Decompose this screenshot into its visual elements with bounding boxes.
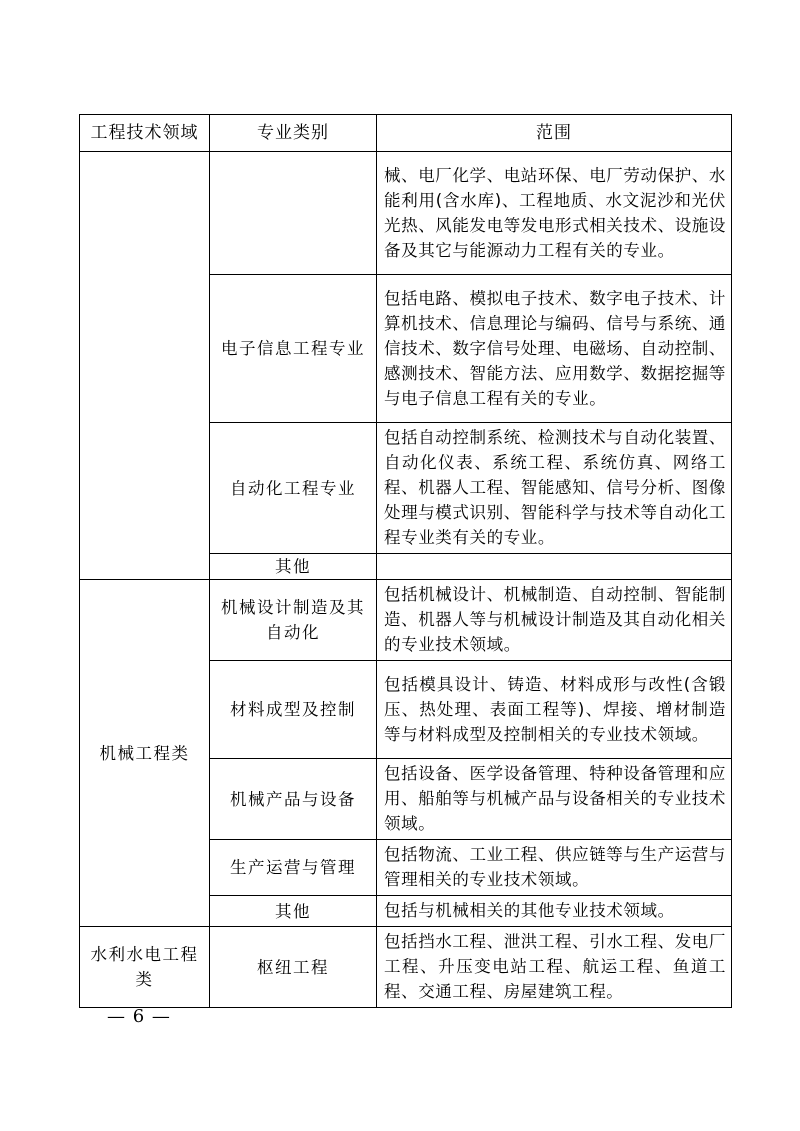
scope-cell: 包括与机械相关的其他专业技术领域。 [377, 896, 732, 927]
category-cell-continued [210, 152, 377, 275]
scope-cell [377, 554, 732, 580]
category-cell: 电子信息工程专业 [210, 275, 377, 423]
scope-cell: 包括设备、医学设备管理、特种设备管理和应用、船舶等与机械产品与设备相关的专业技术领域。 [377, 759, 732, 840]
table-header-row [80, 115, 732, 152]
scope-cell: 械、电厂化学、电站环保、电厂劳动保护、水能利用(含水库)、工程地质、水文泥沙和光伏光热、风能发电等发电形式相关技术、设施设备及其它与能源动力工程有关的专业。 [377, 152, 732, 275]
category-cell: 生产运营与管理 [210, 840, 377, 896]
category-cell: 枢纽工程 [210, 927, 377, 1008]
scope-cell: 包括自动控制系统、检测技术与自动化装置、自动化仪表、系统工程、系统仿真、网络工程、机器人工程、智能感知、信号分析、图像处理与模式识别、智能科学与技术等自动化工程专业类有关的专业。 [377, 423, 732, 554]
category-cell: 其他 [210, 554, 377, 580]
scope-cell: 包括电路、模拟电子技术、数字电子技术、计算机技术、信息理论与编码、信号与系统、通信技术、数字信号处理、电磁场、自动控制、感测技术、智能方法、应用数学、数据挖掘等与电子信息工程有关的专业。 [377, 275, 732, 423]
category-cell: 材料成型及控制 [210, 661, 377, 759]
scope-cell: 包括物流、工业工程、供应链等与生产运营与管理相关的专业技术领域。 [377, 840, 732, 896]
domain-cell-energy-continued [80, 152, 210, 580]
domain-cell: 水利水电工程类 [80, 927, 210, 1008]
scope-cell: 包括模具设计、铸造、材料成形与改性(含锻压、热处理、表面工程等)、焊接、增材制造等与材料成型及控制相关的专业技术领域。 [377, 661, 732, 759]
category-cell: 自动化工程专业 [210, 423, 377, 554]
category-cell: 机械产品与设备 [210, 759, 377, 840]
table-row [80, 927, 732, 1008]
engineering-fields-table [79, 114, 732, 1008]
header-scope: 范围 [377, 115, 732, 152]
header-category: 专业类别 [210, 115, 377, 152]
domain-cell: 机械工程类 [80, 580, 210, 927]
header-domain: 工程技术领域 [80, 115, 210, 152]
category-cell: 其他 [210, 896, 377, 927]
category-cell: 机械设计制造及其自动化 [210, 580, 377, 661]
page-number: — 6 — [107, 1006, 171, 1027]
scope-cell: 包括挡水工程、泄洪工程、引水工程、发电厂工程、升压变电站工程、航运工程、鱼道工程、交通工程、房屋建筑工程。 [377, 927, 732, 1008]
table-row [80, 580, 732, 661]
scope-cell: 包括机械设计、机械制造、自动控制、智能制造、机器人等与机械设计制造及其自动化相关的专业技术领域。 [377, 580, 732, 661]
table-row [80, 152, 732, 275]
